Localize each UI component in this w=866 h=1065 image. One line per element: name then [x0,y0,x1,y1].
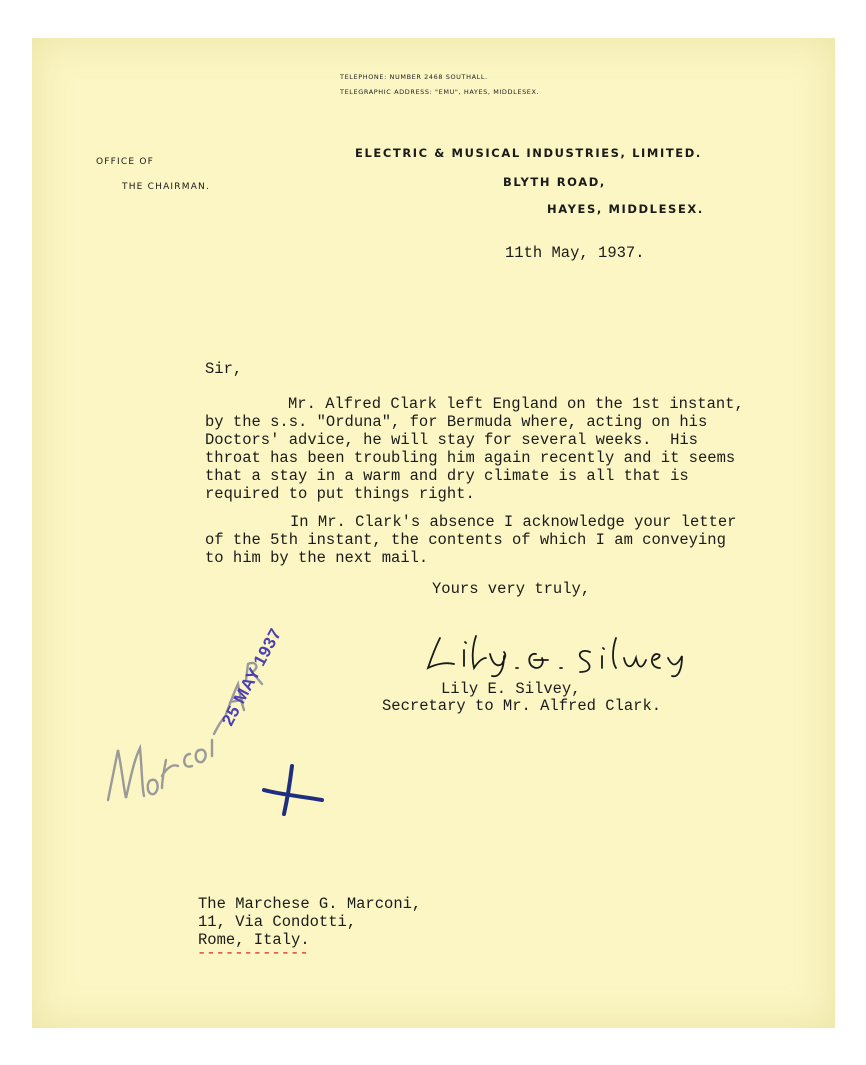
chairman-label: THE CHAIRMAN. [122,182,211,192]
paragraph-line: of the 5th instant, the contents of which I am conveying [205,531,726,549]
paragraph-line: In Mr. Clark's absence I acknowledge your letter [290,513,737,531]
salutation: Sir, [205,360,243,378]
pen-x-mark [258,760,328,820]
telephone-line: TELEPHONE: NUMBER 2468 SOUTHALL. [340,73,488,81]
recipient-line: 11, Via Condotti, [198,913,357,931]
received-date-stamp: 25 MAY 1937 [218,625,286,729]
signature [420,628,710,680]
address-road: BLYTH ROAD, [503,175,606,189]
company-name: ELECTRIC & MUSICAL INDUSTRIES, LIMITED. [355,146,702,160]
letter-date: 11th May, 1937. [505,244,645,262]
paragraph-line: throat has been troubling him again recently and it seems [205,449,736,467]
red-underline: ------------ [197,944,309,962]
recipient-line: Rome, Italy. [198,931,310,949]
paragraph-line: that a stay in a warm and dry climate is all that is [205,467,689,485]
paragraph-line: to him by the next mail. [205,549,429,567]
office-of-label: OFFICE OF [96,157,154,167]
paragraph-line: Doctors' advice, he will stay for several weeks. His [205,431,698,449]
signer-title: Secretary to Mr. Alfred Clark. [382,697,662,715]
paragraph-line: by the s.s. "Orduna", for Bermuda where, acting on his [205,413,708,431]
closing: Yours very truly, [432,580,591,598]
paragraph-line: required to put things right. [205,485,475,503]
telegraphic-address: TELEGRAPHIC ADDRESS: "EMU", HAYES, MIDDLESEX. [340,88,540,96]
paragraph-line: Mr. Alfred Clark left England on the 1st instant, [288,395,744,413]
signer-name: Lily E. Silvey, [441,680,581,698]
recipient-line: The Marchese G. Marconi, [198,895,422,913]
address-town: HAYES, MIDDLESEX. [547,202,704,216]
